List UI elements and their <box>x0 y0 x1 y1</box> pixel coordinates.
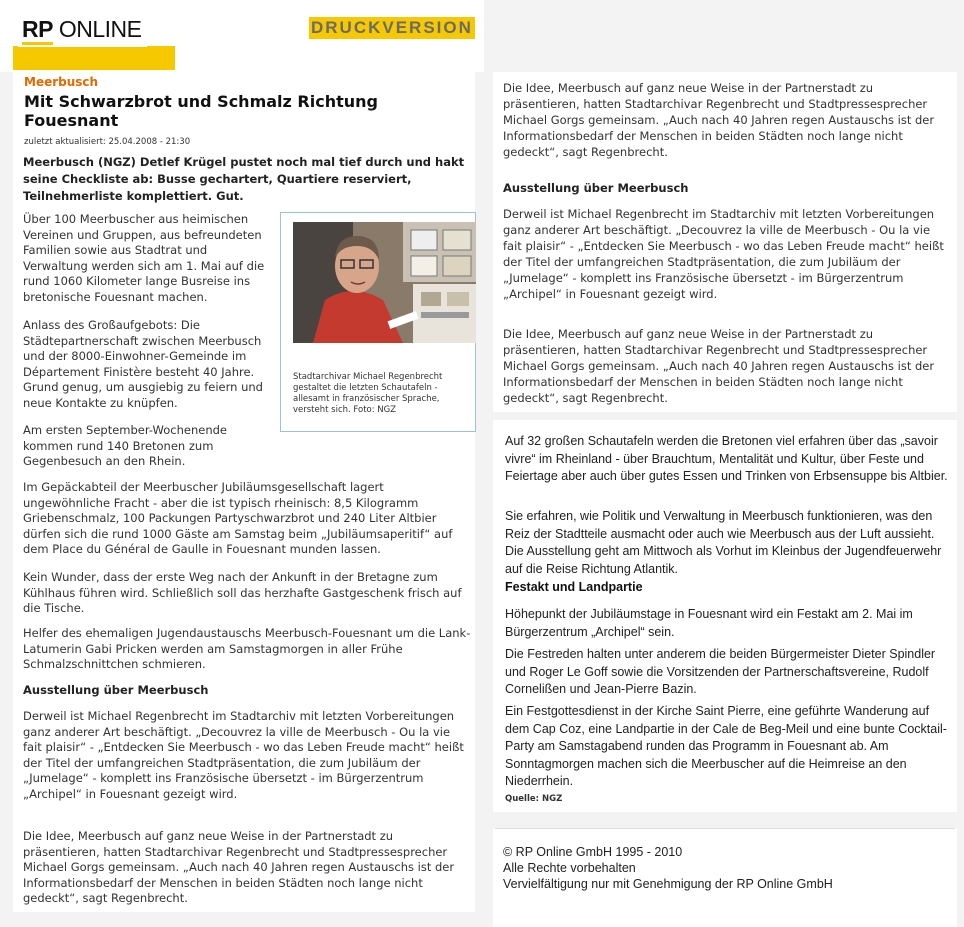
logo-rp: RP <box>22 16 53 45</box>
paragraph-2: Anlass des Großaufgebots: Die Städtepartnerschaft zwischen Meerbusch und der 8000-Einwohner-Gemeinde im Département Finistère besteht 40 Jahre. Grund genug, um ausgiebig zu feiern und neue Kontakte zu knüpfen. <box>23 318 263 410</box>
photo-box <box>280 212 476 432</box>
article-column <box>13 72 475 912</box>
right-paragraph-b3: Höhepunkt der Jubiläumstage in Fouesnant wird ein Festakt am 2. Mai im Bürgerzentrum „Archipel“ sein. <box>505 607 913 639</box>
subheading-festakt: Festakt und Landpartie <box>505 580 643 594</box>
article-title: Mit Schwarzbrot und Schmalz Richtung Fouesnant <box>24 92 378 130</box>
photo-illustration <box>293 222 476 343</box>
right-paragraph-1: Die Idee, Meerbusch auf ganz neue Weise in der Partnerstadt zu präsentieren, hatten Stadtarchivar Regenbrecht und Stadtpressesprecher Michael Gorgs gemeinsam. „Auch nach 40 Jahren regen Austauschs ist der Informationsbedarf der Menschen in beiden Städten noch lange nicht gedeckt“, sagt Regenbrecht. <box>503 81 935 159</box>
copyright: © RP Online GmbH 1995 - 2010 <box>503 845 683 859</box>
right-paragraph-b1: Auf 32 großen Schautafeln werden die Bretonen viel erfahren über das „savoir vivre“ im Rheinland - über Brauchtum, Mentalität und Kultur, über Feste und Feiertage aber auch über gutes Essen und Trinken von Erbsensuppe bis Altbier. <box>505 434 948 483</box>
right-paragraph-b4: Die Festreden halten unter anderem die beiden Bürgermeister Dieter Spindler und Roger Le Goff sowie die Vorsitzenden der Partnerschaftsvereine, Rudolf Cornelißen und Jean-Pierre Bazin. <box>505 647 936 696</box>
paragraph-4: Im Gepäckabteil der Meerbuscher Jubiläumsgesellschaft lagert ungewöhnliche Fracht - aber die ist typisch rheinisch: 8,5 Kilogramm Griebenschmalz, 100 Packungen Partyschwarzbrot und 240 Liter Altbier dürfen sich die rund 1000 Gäste am Samstag beim „Jubiläumsaperitif“ auf dem Place du Général de Gaulle in Fouesnant munden lassen. <box>23 480 453 557</box>
paragraph-1: Über 100 Meerbuscher aus heimischen Vereinen und Gruppen, aus befreundeten Familien sowie aus Stadtrat und Verwaltung werden sich am 1. Mai auf die rund 1060 Kilometer lange Busreise ins bretonische Fouesnant machen. <box>23 212 265 304</box>
right-paragraph-b2: Sie erfahren, wie Politik und Verwaltung in Meerbusch funktionieren, was den Reiz der Stadtteile ausmacht oder auch wie Meerbusch aus der Luft aussieht. Die Ausstellung geht am Mittwoch als Vorhut im Kleinbus der Jugendfeuerwehr auf die Reise Richtung Atlantik. <box>505 509 942 576</box>
subheading-exhibition: Ausstellung über Meerbusch <box>23 683 209 697</box>
paragraph-6: Helfer des ehemaligen Jugendaustauschs Meerbusch-Fouesnant um die Lank-Latumerin Gabi Pricken werden am Samstagmorgen in aller Frühe Schmalzschnittchen schmieren. <box>23 626 471 672</box>
article-date: zuletzt aktualisiert: 25.04.2008 - 21:30 <box>24 137 191 147</box>
footer-divider <box>495 828 955 829</box>
print-version-label: DRUCKVERSION <box>309 17 475 39</box>
source-note: Quelle: NGZ <box>505 794 563 804</box>
right-subheading-exhibition: Ausstellung über Meerbusch <box>503 181 689 195</box>
photo-caption: Stadtarchivar Michael Regenbrecht gestaltet die letzten Schautafeln - allesamt in französischer Sprache, versteht sich. Foto: NGZ <box>293 372 443 415</box>
right-column-bottom <box>493 420 957 812</box>
reproduction-note: Vervielfältigung nur mit Genehmigung der RP Online GmbH <box>503 877 833 891</box>
rp-online-logo[interactable] <box>18 16 147 47</box>
article-lead: Meerbusch (NGZ) Detlef Krügel pustet noch mal tief durch und hakt seine Checkliste ab: Busse gechartert, Quartiere reserviert, Teilnehmerliste komplettiert. Gut. <box>23 155 465 203</box>
paragraph-7: Derweil ist Michael Regenbrecht im Stadtarchiv mit letzten Vorbereitungen ganz anderer Art beschäftigt. „Decouvrez la ville de Meerbusch - Ou la vie fait plaisir“ - „Entdecken Sie Meerbusch - wo das Leben Freude macht“ heißt der Titel der umfangreichen Stadtpräsentation, die zum Jubiläum der „Jumelage“ - komplett ins Französische übersetzt - im Bürgerzentrum „Archipel“ in Fouesnant gezeigt wird. <box>23 709 464 801</box>
paragraph-3: Am ersten September-Wochenende kommen rund 140 Bretonen zum Gegenbesuch an den Rhein. <box>23 423 228 469</box>
right-paragraph-b5: Ein Festgottesdienst in der Kirche Saint Pierre, eine geführte Wanderung auf dem Cap Coz, eine Landpartie in der Cale de Beg-Meil und eine bunte Cocktail-Party am Samstagabend runden das Programm in Fouesnant ab. Am Sonntagmorgen machen sich die Meerbuscher auf die Heimreise an den Niederrhein. <box>505 704 947 788</box>
article-photo[interactable] <box>293 222 476 343</box>
right-paragraph-3: Die Idee, Meerbusch auf ganz neue Weise in der Partnerstadt zu präsentieren, hatten Stadtarchivar Regenbrecht und Stadtpressesprecher Michael Gorgs gemeinsam. „Auch nach 40 Jahren regen Austauschs ist der Informationsbedarf der Menschen in beiden Städten noch lange nicht gedeckt“, sagt Regenbrecht. <box>503 327 935 405</box>
page-header <box>0 0 484 72</box>
footer <box>493 828 957 927</box>
article-rubric: Meerbusch <box>24 75 99 89</box>
paragraph-5: Kein Wunder, dass der erste Weg nach der Ankunft in der Bretagne zum Kühlhaus führen wird. Schließlich soll das herzhafte Gastgeschenk frisch auf die Tische. <box>23 570 462 616</box>
rights-reserved: Alle Rechte vorbehalten <box>503 861 636 875</box>
right-paragraph-2: Derweil ist Michael Regenbrecht im Stadtarchiv mit letzten Vorbereitungen ganz anderer Art beschäftigt. „Decouvrez la ville de Meerbusch - Ou la vie fait plaisir“ - „Entdecken Sie Meerbusch - wo das Leben Freude macht“ heißt der Titel der umfangreichen Stadtpräsentation, die zum Jubiläum der „Jumelage“ - komplett ins Französische übersetzt - im Bürgerzentrum „Archipel“ in Fouesnant gezeigt wird. <box>503 207 944 301</box>
logo-online: ONLINE <box>52 16 142 42</box>
right-column-top <box>493 72 957 412</box>
paragraph-8: Die Idee, Meerbusch auf ganz neue Weise in der Partnerstadt zu präsentieren, hatten Stadtarchivar Regenbrecht und Stadtpressesprecher Michael Gorgs gemeinsam. „Auch nach 40 Jahren regen Austauschs ist der Informationsbedarf der Menschen in beiden Städten noch lange nicht gedeckt“, sagt Regenbrecht. <box>23 829 455 906</box>
logo-accent-bar <box>13 46 175 70</box>
